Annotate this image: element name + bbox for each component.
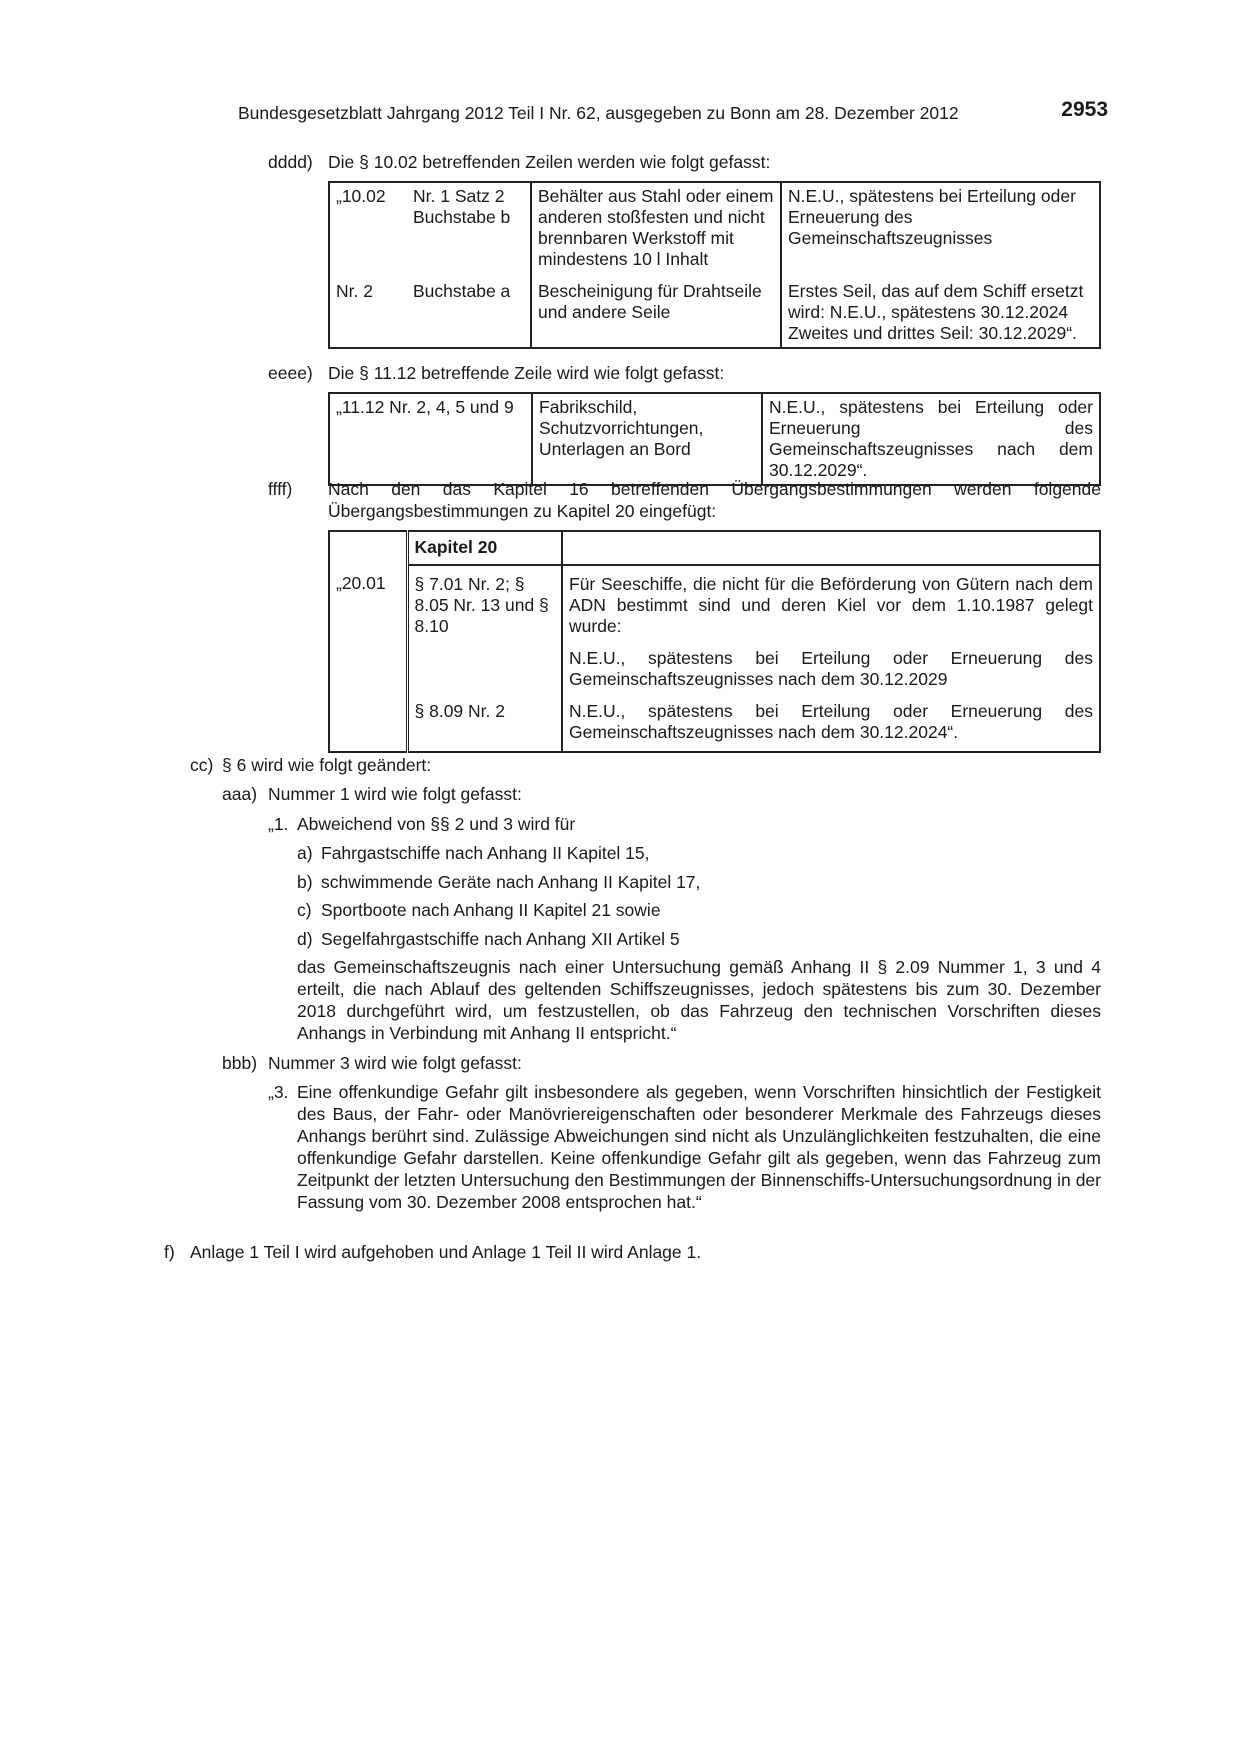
cell-id: „20.01 — [336, 573, 386, 593]
cell-description: N.E.U., spätestens bei Erteilung oder Erneuerung des Gemeinschaftszeugnisses nach dem 30.12.2024“. — [562, 693, 1100, 752]
list-item: Sportboote nach Anhang II Kapitel 21 sowie — [321, 900, 661, 920]
list-item: Fahrgastschiffe nach Anhang II Kapitel 15, — [321, 843, 650, 863]
cell-description: Für Seeschiffe, die nicht für die Beförderung von Gütern nach dem ADN bestimmt sind und deren Kiel vor dem 1.10.1987 gelegt wurde: — [562, 565, 1100, 640]
item-f-label: f) — [164, 1242, 175, 1262]
cell-ref: § 8.09 Nr. 2 — [407, 693, 562, 752]
table-row — [329, 531, 1100, 565]
item-eeee-text: Die § 11.12 betreffende Zeile wird wie folgt gefasst: — [328, 363, 725, 383]
cell-subject: Fabrikschild, Schutzvorrichtungen, Unterlagen an Bord — [532, 393, 762, 485]
table-row — [329, 182, 1100, 273]
item-n3-text: Eine offenkundige Gefahr gilt insbesondere als gegeben, wenn Vorschriften hinsichtlich der Festigkeit des Baus, der Fahr- oder Manövriereigenschaften oder besonderer Merkmale des Fahrzeugs dieses Anhangs berührt sind. Zulässige Abweichungen sind nicht als Unzulänglichkeiten festzuhalten, die eine offenkundige Gefahr darstellen. Keine offenkundige Gefahr gilt als gegeben, wenn das Fahrzeug zum Zeitpunkt der letzten Untersuchung den Bestimmungen der Binnenschiffs-Untersuchungsordnung in der Fassung vom 30. Dezember 2008 entsprochen hat.“ — [297, 1082, 1101, 1212]
page-number: 2953 — [1061, 98, 1108, 121]
list-item-label: c) — [297, 900, 312, 920]
table-kapitel-20 — [328, 530, 1101, 753]
list-item: Segelfahrgastschiffe nach Anhang XII Artikel 5 — [321, 929, 680, 949]
cell-deadline: N.E.U., spätestens bei Erteilung oder Erneuerung des Gemeinschaftszeugnisses — [781, 182, 1100, 273]
table-11-12 — [328, 392, 1101, 486]
list-item-label: a) — [297, 843, 313, 863]
item-aaa-text: Nummer 1 wird wie folgt gefasst: — [268, 784, 522, 804]
cell-deadline: N.E.U., spätestens bei Erteilung oder Erneuerung des Gemeinschaftszeugnisses nach dem 30.12.2029“. — [762, 393, 1100, 485]
item-bbb-text: Nummer 3 wird wie folgt gefasst: — [268, 1053, 522, 1073]
item-aaa-label: aaa) — [222, 784, 258, 804]
table-10-02 — [328, 181, 1101, 349]
running-title: Bundesgesetzblatt Jahrgang 2012 Teil I Nr. 62, ausgegeben zu Bonn am 28. Dezember 2012 — [238, 103, 959, 123]
cell-ref: Buchstabe a — [413, 281, 511, 301]
item-n3-label: „3. — [268, 1082, 289, 1102]
table-row — [329, 273, 1100, 348]
item-f-text: Anlage 1 Teil I wird aufgehoben und Anlage 1 Teil II wird Anlage 1. — [190, 1242, 702, 1262]
page-header — [238, 98, 1108, 124]
item-n1-label: „1. — [268, 814, 289, 834]
item-ffff-text: Nach den das Kapitel 16 betreffenden Übergangsbestimmungen werden folgende Übergangsbestimmungen zu Kapitel 20 eingefügt: — [328, 479, 1101, 521]
list-item: schwimmende Geräte nach Anhang II Kapitel 17, — [321, 872, 701, 892]
item-n1-tail: das Gemeinschaftszeugnis nach einer Untersuchung gemäß Anhang II § 2.09 Nummer 1, 3 und 4 erteilt, die nach Ablauf des geltenden Schiffszeugnisses, jedoch spätestens bis zum 30. Dezember 2018 durchgeführt wird, um festzustellen, ob das Fahrzeug den technischen Vorschriften dieses Anhangs in Verbindung mit Anhang II entspricht.“ — [297, 957, 1101, 1043]
table-row — [329, 565, 1100, 640]
cell-deadline: Erstes Seil, das auf dem Schiff ersetzt wird: N.E.U., spätestens 30.12.2024 Zweites und drittes Seil: 30.12.2029“. — [781, 273, 1100, 348]
list-item-label: d) — [297, 929, 313, 949]
item-bbb-label: bbb) — [222, 1053, 258, 1073]
table-row — [329, 693, 1100, 752]
table-row — [329, 393, 1100, 485]
item-ffff-label: ffff) — [268, 479, 293, 499]
item-dddd-label: dddd) — [268, 152, 313, 172]
cell-ref: Nr. 1 Satz 2 Buchstabe b — [413, 186, 511, 227]
cell-subject: Bescheinigung für Drahtseile und andere Seile — [531, 273, 781, 348]
item-cc-text: § 6 wird wie folgt geändert: — [222, 755, 432, 775]
cell-id: „10.02 — [336, 186, 386, 206]
item-eeee-label: eeee) — [268, 363, 313, 383]
chapter-heading: Kapitel 20 — [407, 531, 562, 565]
item-cc-label: cc) — [190, 755, 214, 775]
cell-id: „11.12 Nr. 2, 4, 5 und 9 — [336, 397, 514, 417]
item-n1-text: Abweichend von §§ 2 und 3 wird für — [297, 814, 576, 834]
item-dddd-text: Die § 10.02 betreffenden Zeilen werden wie folgt gefasst: — [328, 152, 771, 172]
list-item-label: b) — [297, 872, 313, 892]
cell-description: N.E.U., spätestens bei Erteilung oder Erneuerung des Gemeinschaftszeugnisses nach dem 30.12.2029 — [562, 640, 1100, 693]
cell-id: Nr. 2 — [336, 281, 373, 301]
cell-ref: § 7.01 Nr. 2; § 8.05 Nr. 13 und § 8.10 — [407, 565, 562, 640]
cell-subject: Behälter aus Stahl oder einem anderen stoßfesten und nicht brennbaren Werkstoff mit mindestens 10 l Inhalt — [531, 182, 781, 273]
table-row — [329, 640, 1100, 693]
